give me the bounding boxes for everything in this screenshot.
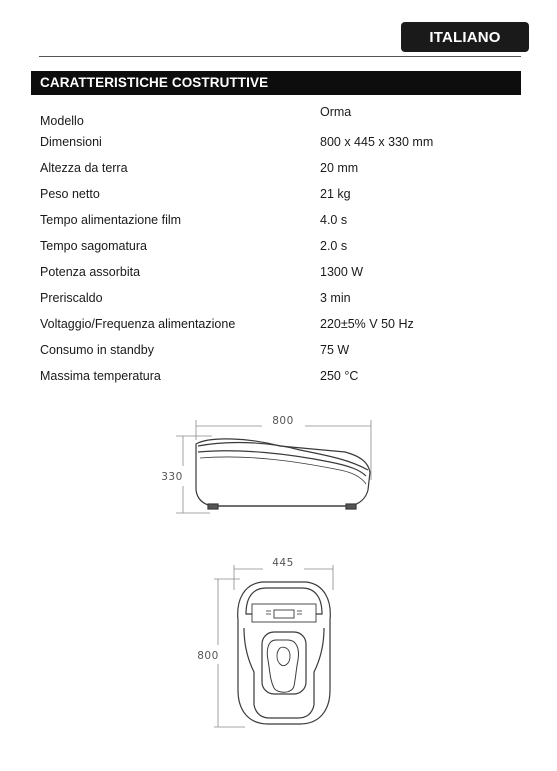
language-badge: ITALIANO <box>401 22 529 52</box>
spec-label: Consumo in standby <box>40 343 154 357</box>
spec-value: 20 mm <box>320 161 359 175</box>
spec-value: 4.0 s <box>320 213 348 227</box>
spec-label: Preriscaldo <box>40 291 103 305</box>
spec-label: Potenza assorbita <box>40 265 141 279</box>
spec-label: Altezza da terra <box>40 161 128 175</box>
spec-label: Voltaggio/Frequenza alimentazione <box>40 317 236 331</box>
section-title: CARATTERISTICHE COSTRUTTIVE <box>40 75 269 90</box>
spec-label: Peso netto <box>40 187 100 201</box>
spec-label: Tempo alimentazione film <box>40 213 182 227</box>
top-width-label: 445 <box>272 557 294 569</box>
top-view-body <box>238 582 331 724</box>
spec-value: 250 °C <box>320 369 359 383</box>
spec-label: Modello <box>40 114 84 128</box>
side-height-label: 330 <box>161 471 183 483</box>
spec-value: 220±5% V 50 Hz <box>320 317 414 331</box>
spec-value: 1300 W <box>320 265 364 279</box>
spec-value: 2.0 s <box>320 239 348 253</box>
top-length-label: 800 <box>197 650 219 662</box>
spec-label: Massima temperatura <box>40 369 161 383</box>
spec-value: 3 min <box>320 291 351 305</box>
spec-value: 75 W <box>320 343 350 357</box>
spec-value: 21 kg <box>320 187 351 201</box>
spec-label: Dimensioni <box>40 135 102 149</box>
spec-value: Orma <box>320 105 352 119</box>
side-width-label: 800 <box>272 415 294 427</box>
spec-label: Tempo sagomatura <box>40 239 148 253</box>
spec-value: 800 x 445 x 330 mm <box>320 135 434 149</box>
